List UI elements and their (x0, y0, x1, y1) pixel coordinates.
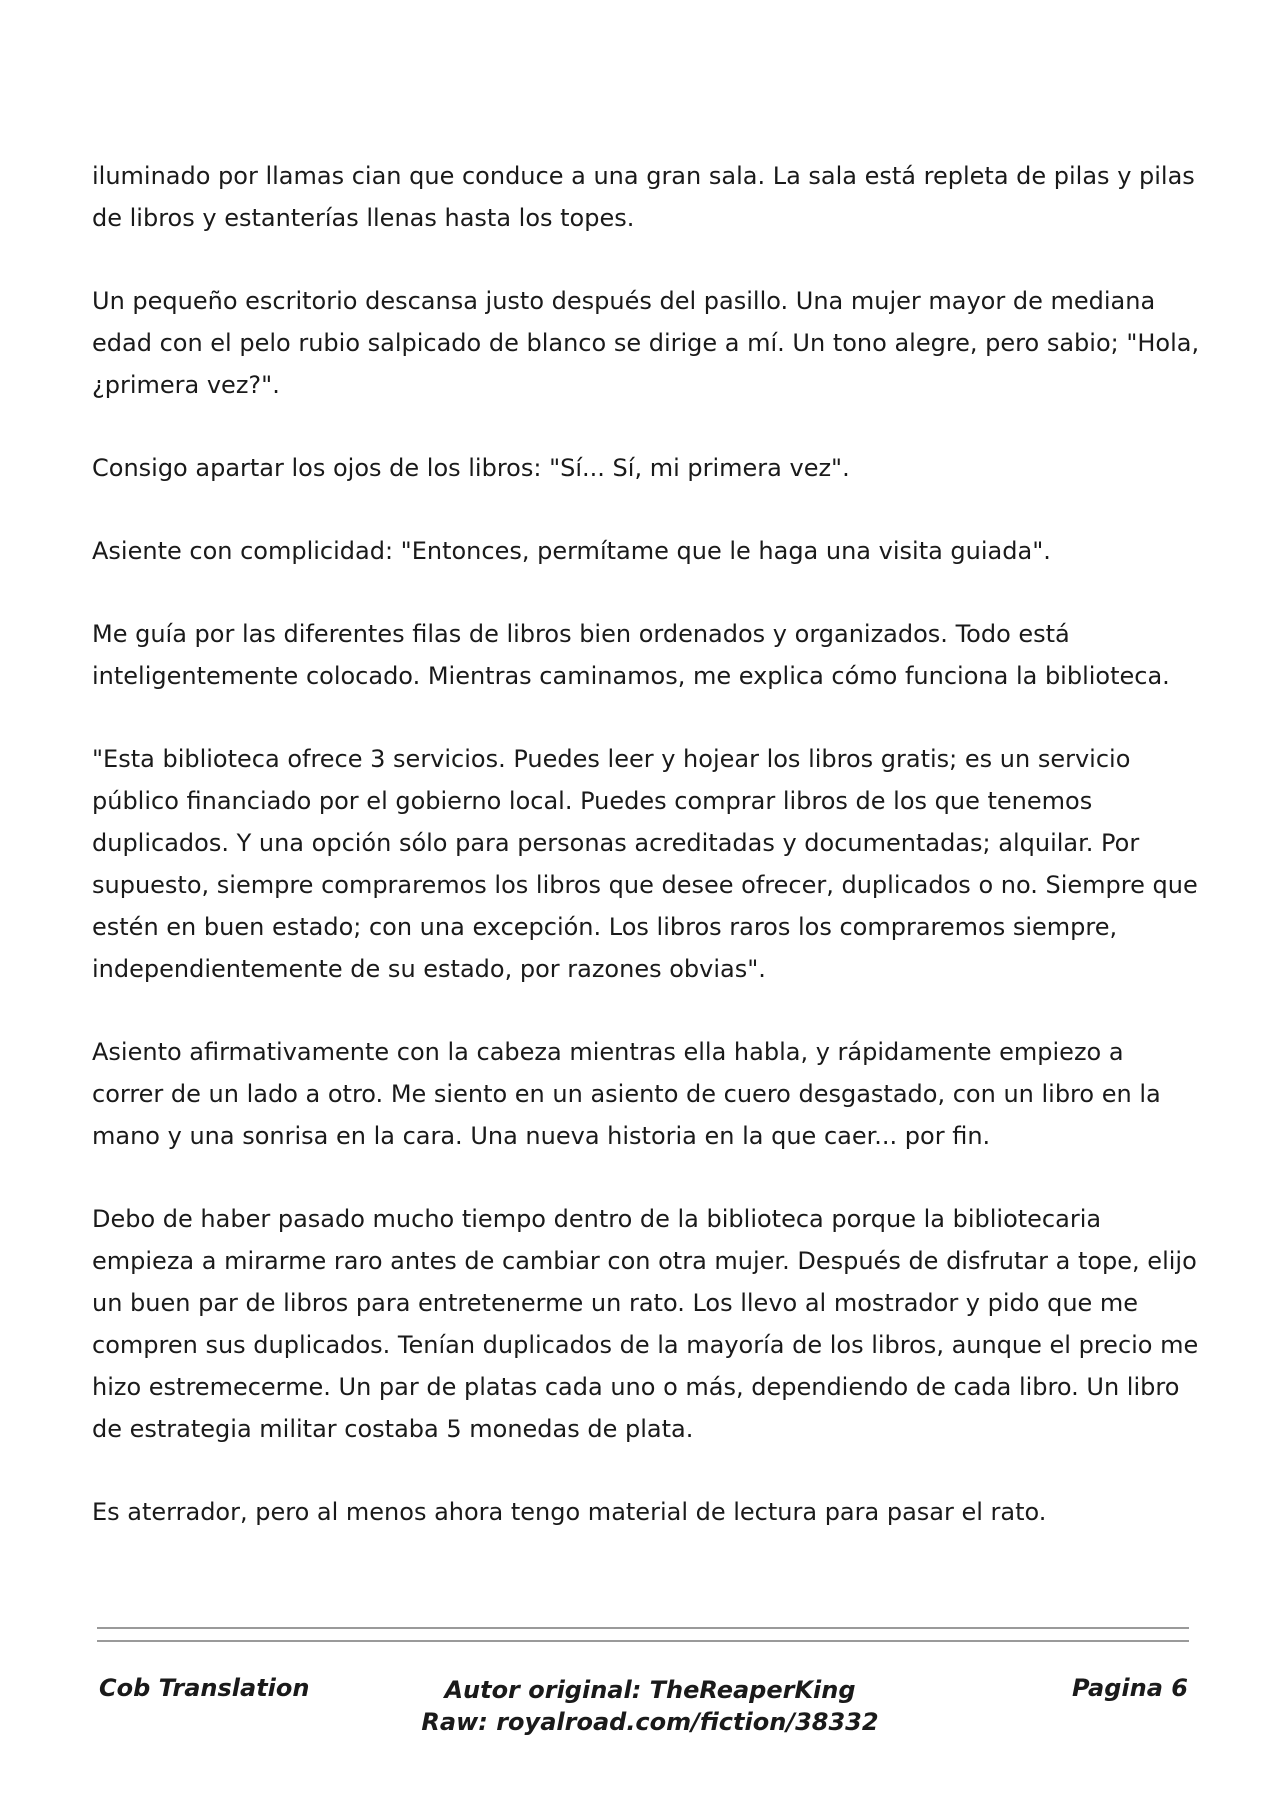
footer-divider-bottom (97, 1640, 1189, 1642)
footer-raw-source: Raw: royalroad.com/fiction/38332 (421, 1708, 879, 1736)
paragraph-2: Un pequeño escritorio descansa justo después del pasillo. Una mujer mayor de mediana edad con el pelo rubio salpicado de blanco se dirige a mí. Un tono alegre, pero sabio; "Hola, ¿primera vez?". (92, 287, 1200, 399)
paragraph-3: Consigo apartar los ojos de los libros: "Sí... Sí, mi primera vez". (92, 454, 850, 482)
footer-divider-top (97, 1627, 1189, 1629)
paragraph-8: Debo de haber pasado mucho tiempo dentro de la biblioteca porque la bibliotecaria empieza a mirarme raro antes de cambiar con otra mujer. Después de disfrutar a tope, elijo un buen par de libros para entretenerme un rato. Los llevo al mostrador y pido que me compren sus duplicados. Tenían duplicados de la mayoría de los libros, aunque el precio me hizo estremecerme. Un par de platas cada uno o más, dependiendo de cada libro. Un libro de estrategia militar costaba 5 monedas de plata. (92, 1205, 1199, 1443)
paragraph-4: Asiente con complicidad: "Entonces, permítame que le haga una visita guiada". (92, 537, 1051, 565)
paragraph-5: Me guía por las diferentes filas de libros bien ordenados y organizados. Todo está inteligentemente colocado. Mientras caminamos, me explica cómo funciona la biblioteca. (92, 620, 1170, 690)
document-body (92, 155, 1202, 1574)
paragraph-9: Es aterrador, pero al menos ahora tengo material de lectura para pasar el rato. (92, 1498, 1047, 1526)
footer-translator: Cob Translation (99, 1674, 310, 1702)
footer-credits (340, 1674, 960, 1738)
paragraph-7: Asiento afirmativamente con la cabeza mientras ella habla, y rápidamente empiezo a correr de un lado a otro. Me siento en un asiento de cuero desgastado, con un libro en la mano y una sonrisa en la cara. Una nueva historia en la que caer... por fin. (92, 1038, 1161, 1150)
paragraph-1: iluminado por llamas cian que conduce a una gran sala. La sala está repleta de pilas y pilas de libros y estanterías llenas hasta los topes. (92, 162, 1195, 232)
footer-author: Autor original: TheReaperKing (444, 1676, 856, 1704)
footer-page-number: Pagina 6 (1072, 1674, 1188, 1702)
paragraph-6: "Esta biblioteca ofrece 3 servicios. Puedes leer y hojear los libros gratis; es un servicio público financiado por el gobierno local. Puedes comprar libros de los que tenemos duplicados. Y una opción sólo para personas acreditadas y documentadas; alquilar. Por supuesto, siempre compraremos los libros que desee ofrecer, duplicados o no. Siempre que estén en buen estado; con una excepción. Los libros raros los compraremos siempre, independientemente de su estado, por razones obvias". (92, 745, 1198, 983)
